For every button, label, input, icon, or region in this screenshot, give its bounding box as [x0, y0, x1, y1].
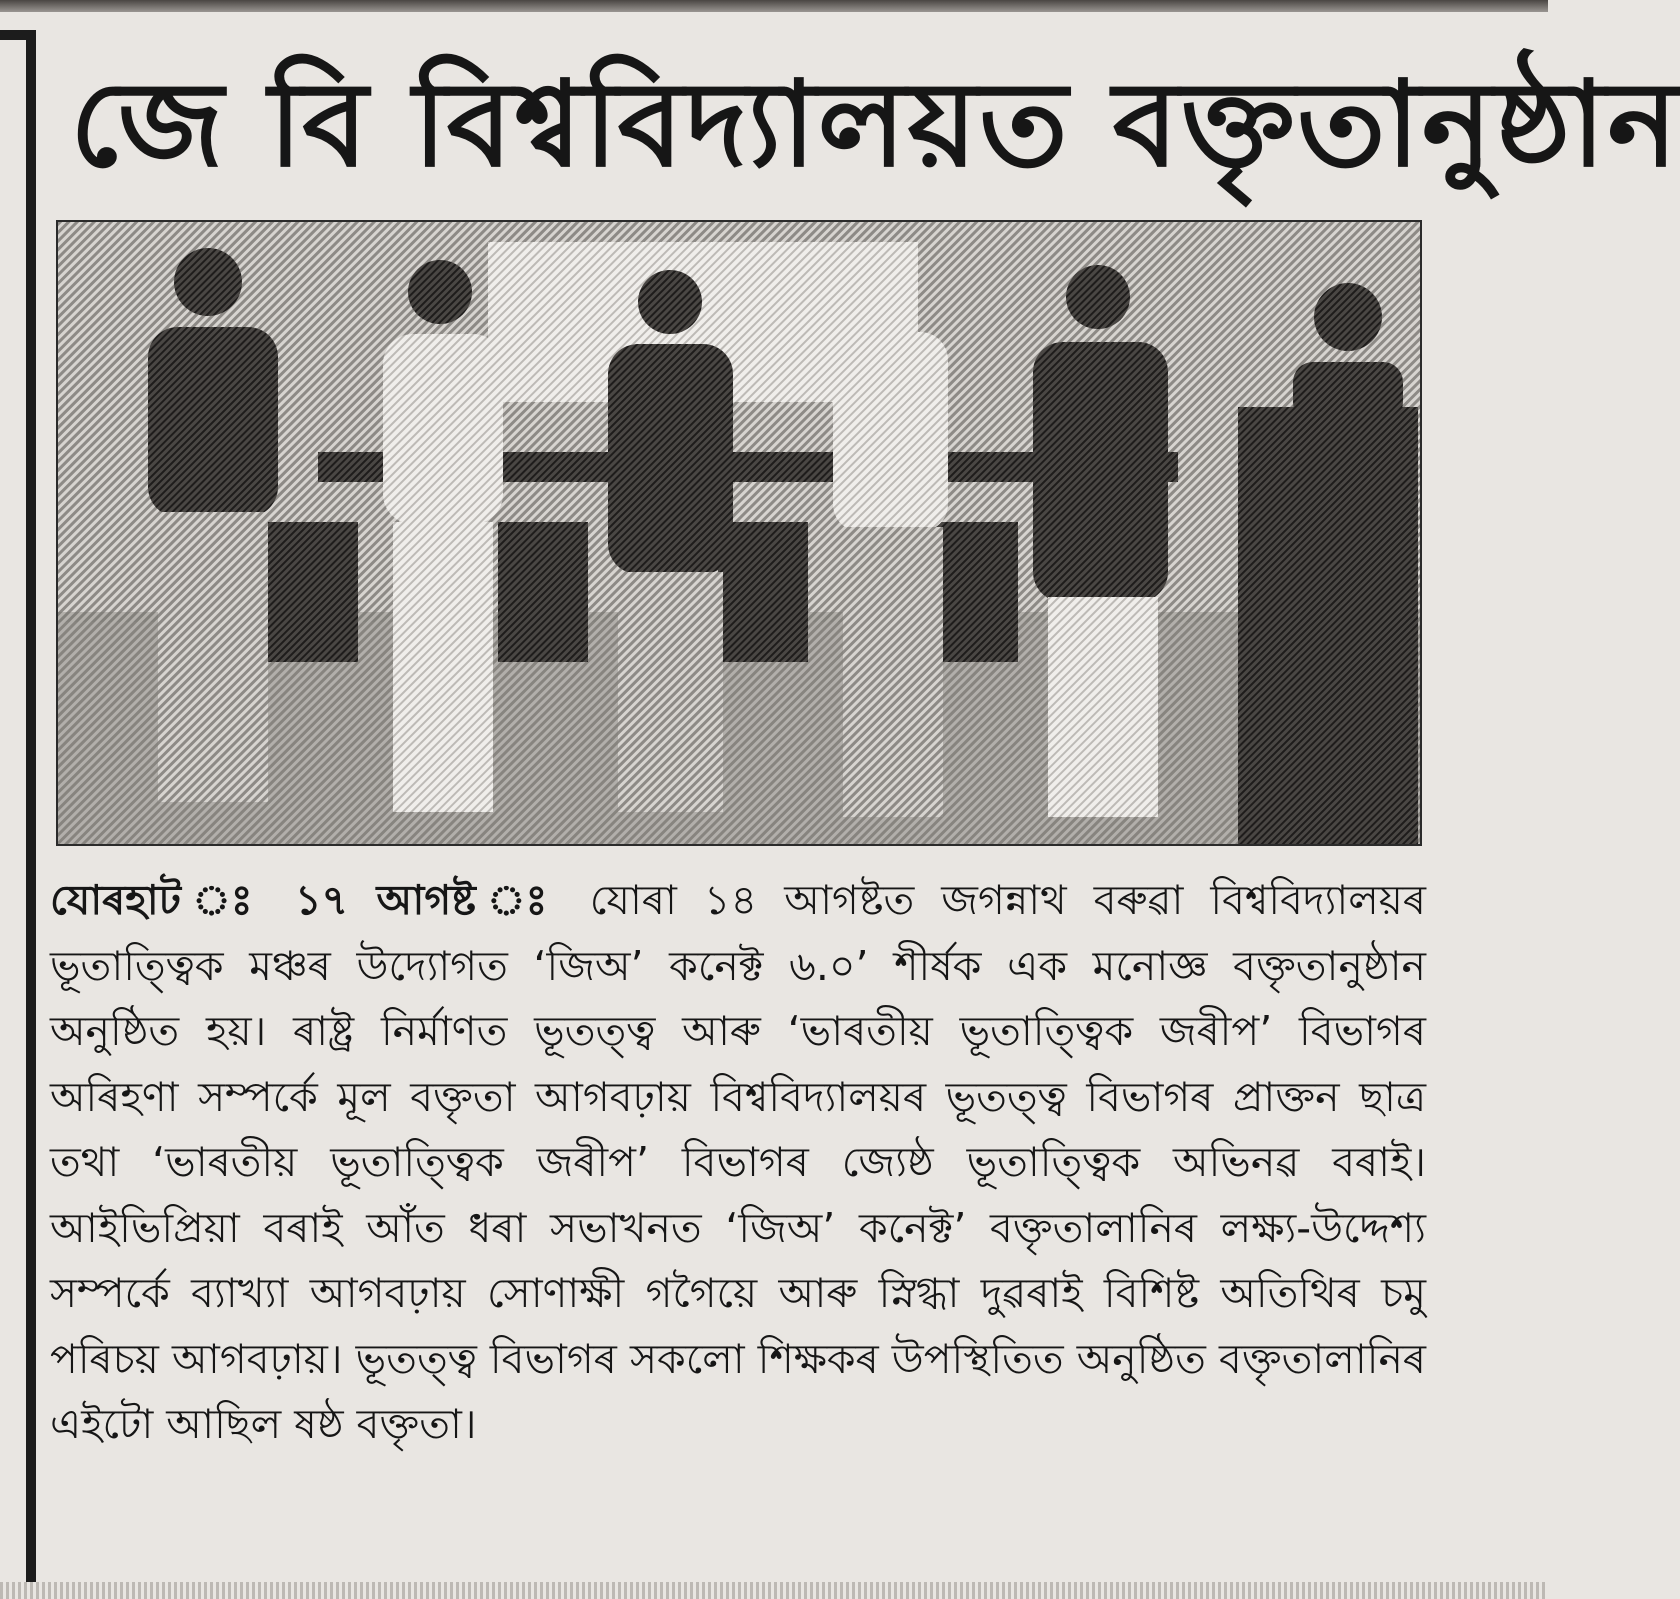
- article-body: [50, 868, 1426, 1528]
- column-rule: [26, 30, 36, 1590]
- news-photo: [56, 220, 1422, 846]
- page-top-edge: [0, 0, 1548, 12]
- dateline: যোৰহাট ঃ ১৭ আগষ্ট ঃ: [50, 876, 590, 924]
- group-photo-icon: [58, 222, 1420, 844]
- page-bottom-edge: [0, 1582, 1548, 1599]
- article-text: যোৰা ১৪ আগষ্টত জগন্নাথ বৰুৱা বিশ্ববিদ্যালয়ৰ ভূতাত্ত্বিক মঞ্চৰ উদ্যোগত ‘জিঅ’ কনেক্ট ৬.০’ শীৰ্ষক এক মনোজ্ঞ বক্তৃতানুষ্ঠান অনুষ্ঠিত হয়। ৰাষ্ট্ৰ নিৰ্মাণত ভূতত্ত্ব আৰু ‘ভাৰতীয় ভূতাত্ত্বিক জৰীপ’ বিভাগৰ অৰিহণা সম্পৰ্কে মূল বক্তৃতা আগবঢ়ায় বিশ্ববিদ্যালয়ৰ ভূতত্ত্ব বিভাগৰ প্ৰাক্তন ছাত্ৰ তথা ‘ভাৰতীয় ভূতাত্ত্বিক জৰীপ’ বিভাগৰ জ্যেষ্ঠ ভূতাত্ত্বিক অভিনৱ বৰাই। আইভিপ্ৰিয়া বৰাই আঁত ধৰা সভাখনত ‘জিঅ’ কনেক্ট’ বক্তৃতালানিৰ লক্ষ্য-উদ্দেশ্য সম্পৰ্কে ব্যাখ্যা আগবঢ়ায় সোণাক্ষী গগৈয়ে আৰু স্নিগ্ধা দুৱৰাই বিশিষ্ট অতিথিৰ চমু পৰিচয় আগবঢ়ায়। ভূতত্ত্ব বিভাগৰ সকলো শিক্ষকৰ উপস্থিতিত অনুষ্ঠিত বক্তৃতালানিৰ এইটো আছিল ষষ্ঠ বক্তৃতা।: [50, 876, 1427, 1448]
- headline: জে বি বিশ্ববিদ্যালয়ত বক্তৃতানুষ্ঠান: [70, 55, 1680, 193]
